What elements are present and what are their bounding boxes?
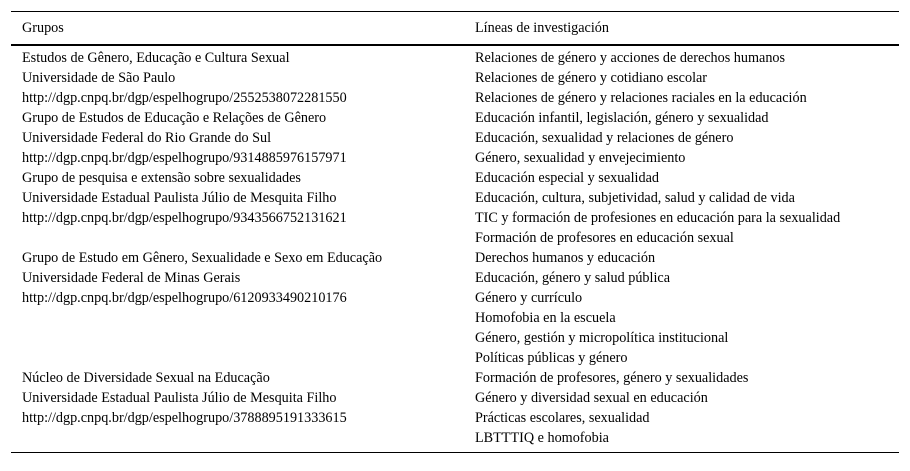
research-lines-cell bbox=[464, 108, 899, 168]
research-line-item: Género, sexualidad y envejecimiento bbox=[475, 150, 686, 166]
research-line-item: Homofobia en la escuela bbox=[475, 310, 616, 326]
table-row bbox=[11, 368, 899, 453]
group-url: http://dgp.cnpq.br/dgp/espelhogrupo/9343566752131621 bbox=[22, 210, 347, 226]
research-line-item: Relaciones de género y relaciones raciales en la educación bbox=[475, 90, 807, 106]
table-body bbox=[11, 45, 899, 453]
group-url: http://dgp.cnpq.br/dgp/espelhogrupo/3788895191333615 bbox=[22, 410, 347, 426]
header-row bbox=[11, 12, 899, 46]
university-name: Universidade Estadual Paulista Júlio de Mesquita Filho bbox=[22, 190, 337, 206]
research-lines-cell bbox=[464, 248, 899, 368]
group-cell bbox=[11, 248, 464, 368]
group-url: http://dgp.cnpq.br/dgp/espelhogrupo/6120933490210176 bbox=[22, 290, 347, 306]
research-groups-table-container bbox=[11, 11, 899, 453]
group-name: Grupo de Estudo em Gênero, Sexualidade e Sexo em Educação bbox=[22, 250, 383, 266]
research-line-item: Educación, sexualidad y relaciones de género bbox=[475, 130, 734, 146]
research-line-item: Prácticas escolares, sexualidad bbox=[475, 410, 650, 426]
research-groups-table bbox=[11, 11, 899, 453]
table-row bbox=[11, 108, 899, 168]
research-line-item: Género y diversidad sexual en educación bbox=[475, 390, 708, 406]
table-row bbox=[11, 248, 899, 368]
group-name: Estudos de Gênero, Educação e Cultura Sexual bbox=[22, 50, 290, 66]
research-line-item: Formación de profesores, género y sexualidades bbox=[475, 370, 749, 386]
group-url: http://dgp.cnpq.br/dgp/espelhogrupo/2552538072281550 bbox=[22, 90, 347, 106]
research-lines-cell bbox=[464, 368, 899, 453]
research-line-item: Educación, cultura, subjetividad, salud y calidad de vida bbox=[475, 190, 795, 206]
university-name: Universidade Federal do Rio Grande do Sul bbox=[22, 130, 272, 146]
research-line-item: TIC y formación de profesiones en educación para la sexualidad bbox=[475, 210, 841, 226]
group-name: Núcleo de Diversidade Sexual na Educação bbox=[22, 370, 270, 386]
research-line-item: LBTTTIQ e homofobia bbox=[475, 430, 609, 446]
research-lines-cell bbox=[464, 45, 899, 108]
group-cell bbox=[11, 368, 464, 453]
research-line-item: Políticas públicas y género bbox=[475, 350, 628, 366]
group-name: Grupo de pesquisa e extensão sobre sexualidades bbox=[22, 170, 301, 186]
table-row bbox=[11, 45, 899, 108]
group-name: Grupo de Estudos de Educação e Relações de Gênero bbox=[22, 110, 327, 126]
research-line-item: Género y currículo bbox=[475, 290, 583, 306]
research-line-item: Formación de profesores en educación sexual bbox=[475, 230, 734, 246]
group-cell bbox=[11, 168, 464, 248]
research-line-item: Género, gestión y micropolítica institucional bbox=[475, 330, 729, 346]
table-row bbox=[11, 168, 899, 248]
research-line-item: Educación especial y sexualidad bbox=[475, 170, 659, 186]
research-line-item: Derechos humanos y educación bbox=[475, 250, 656, 266]
research-lines-cell bbox=[464, 168, 899, 248]
research-line-item: Relaciones de género y cotidiano escolar bbox=[475, 70, 708, 86]
group-url: http://dgp.cnpq.br/dgp/espelhogrupo/9314885976157971 bbox=[22, 150, 347, 166]
university-name: Universidade Estadual Paulista Júlio de Mesquita Filho bbox=[22, 390, 337, 406]
university-name: Universidade Federal de Minas Gerais bbox=[22, 270, 241, 286]
group-cell bbox=[11, 45, 464, 108]
university-name: Universidade de São Paulo bbox=[22, 70, 176, 86]
group-cell bbox=[11, 108, 464, 168]
header-research-lines: Líneas de investigación bbox=[464, 12, 899, 46]
header-groups: Grupos bbox=[11, 12, 464, 46]
table-header bbox=[11, 12, 899, 46]
research-line-item: Educación, género y salud pública bbox=[475, 270, 671, 286]
research-line-item: Educación infantil, legislación, género y sexualidad bbox=[475, 110, 769, 126]
research-line-item: Relaciones de género y acciones de derechos humanos bbox=[475, 50, 786, 66]
